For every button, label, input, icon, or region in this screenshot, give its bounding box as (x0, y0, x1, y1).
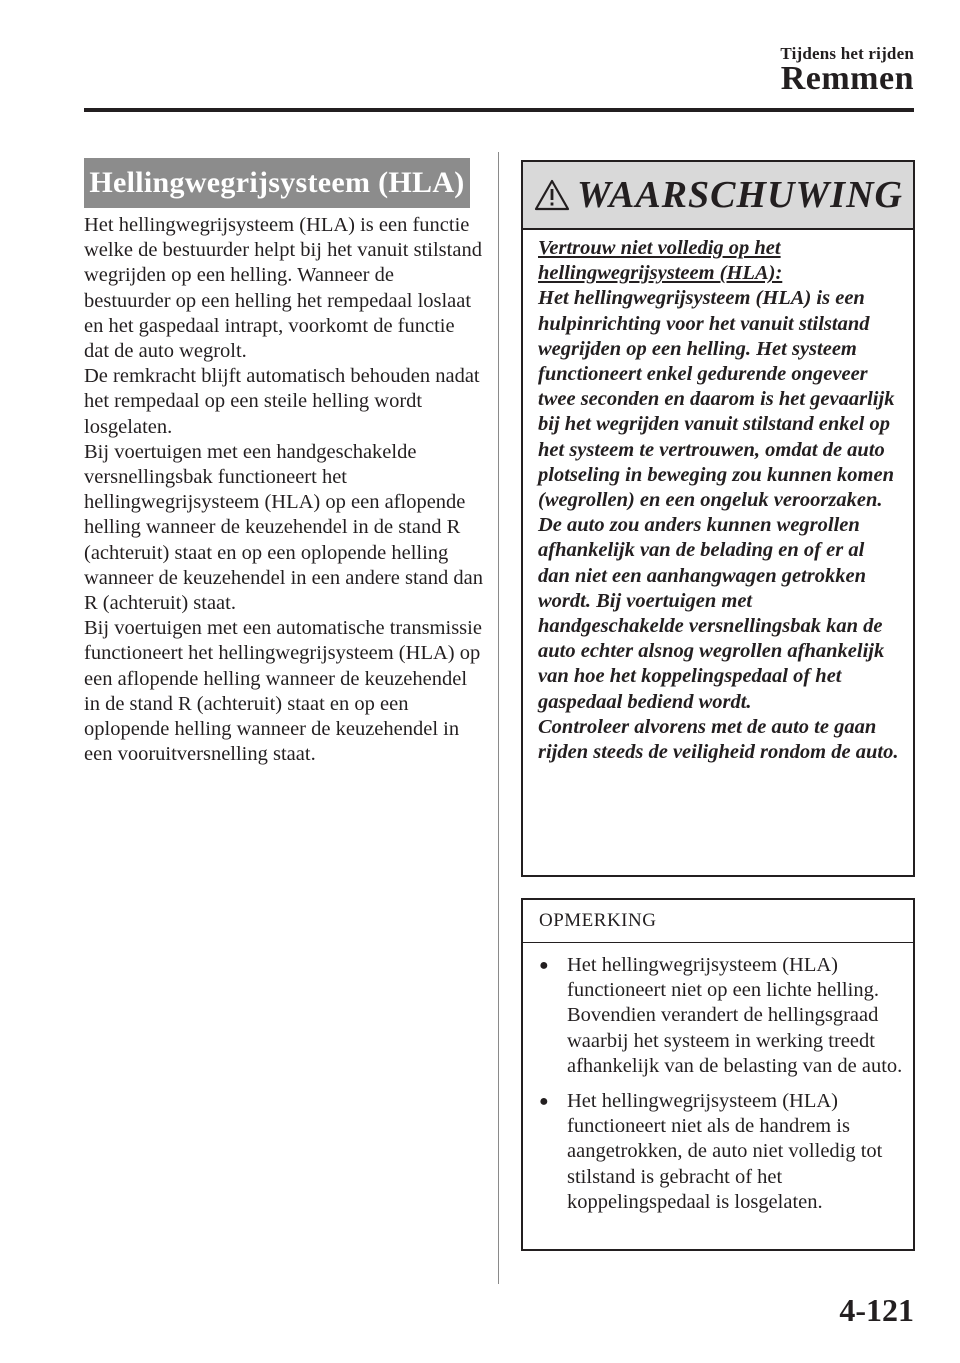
body-text (84, 213, 484, 767)
note-box (521, 898, 915, 1251)
warning-body (523, 230, 913, 765)
bullet-icon: ● (539, 1093, 549, 1111)
warning-paragraph: Controleer alvorens met de auto te gaan rijden steeds de veiligheid rondom de auto. (538, 715, 899, 764)
page-number: 4-121 (839, 1292, 914, 1328)
warning-heading: Vertrouw niet volledig op het hellingwegrijsysteem (HLA): (538, 237, 783, 285)
note-item-text: Het hellingwegrijsysteem (HLA) functioneert niet als de handrem is aangetrokken, de auto niet volledig tot stilstand is gebracht of het koppelingspedaal is losgelaten. (567, 1090, 883, 1213)
note-item-text: Het hellingwegrijsysteem (HLA) functioneert niet op een lichte helling. Bovendien verandert de hellingsgraad waarbij het systeem in werking treedt afhankelijk van de belasting van de auto. (567, 954, 903, 1077)
bullet-icon: ● (539, 957, 549, 974)
note-list (523, 943, 913, 1215)
warning-title: WAARSCHUWING (577, 174, 903, 216)
warning-box (521, 160, 915, 877)
body-paragraph: De remkracht blijft automatisch behouden nadat het rempedaal op een steile helling wordt losgelaten. (84, 365, 480, 438)
body-paragraph: Bij voertuigen met een automatische transmissie functioneert het hellingwegrijsysteem (HLA) op een aflopende helling wanneer de keuzehendel in de stand R (achteruit) staat en op een oplopende helling wanneer de keuzehendel in een vooruitversnelling staat. (84, 617, 482, 766)
warning-paragraph: Het hellingwegrijsysteem (HLA) is een hulpinrichting voor het vanuit stilstand wegrijden op een helling. Het systeem functioneert enkel gedurende ongeveer twee seconden en daarom is het gevaarlijk bij het wegrijden vanuit stilstand enkel op het systeem te vertrouwen, omdat de auto plotseling in beweging zou kunnen komen (wegrollen) en een ongeluk veroorzaken. (538, 287, 895, 512)
section-header: Remmen (780, 60, 914, 97)
warning-header (523, 162, 913, 230)
header-rule (84, 108, 914, 112)
chapter-header: Tijdens het rijden (780, 44, 914, 63)
note-title: OPMERKING (523, 900, 913, 943)
warning-triangle-icon (533, 178, 571, 212)
section-title-banner: Hellingwegrijsysteem (HLA) (84, 158, 470, 208)
note-item (539, 1089, 903, 1215)
body-paragraph: Het hellingwegrijsysteem (HLA) is een functie welke de bestuurder helpt bij het vanuit stilstand wegrijden op een helling. Wanneer de bestuurder op een helling het rempedaal loslaat en het gaspedaal intrapt, voorkomt de functie dat de auto wegrolt. (84, 214, 482, 363)
note-item (539, 953, 903, 1079)
warning-paragraph: De auto zou anders kunnen wegrollen afhankelijk van de belading en of er al dan niet een aanhangwagen getrokken wordt. Bij voertuigen met handgeschakelde versnellingsbak kan de auto echter alsnog wegrollen afhankelijk van hoe het koppelingspedaal of het gaspedaal bediend wordt. (538, 514, 885, 713)
column-divider (498, 152, 499, 1284)
body-paragraph: Bij voertuigen met een handgeschakelde versnellingsbak functioneert het hellingwegrijsysteem (HLA) op een aflopende helling wanneer de keuzehendel in de stand R (achteruit) staat en op een oplopende helling wanneer de keuzehendel in een andere stand dan R (achteruit) staat. (84, 440, 483, 615)
